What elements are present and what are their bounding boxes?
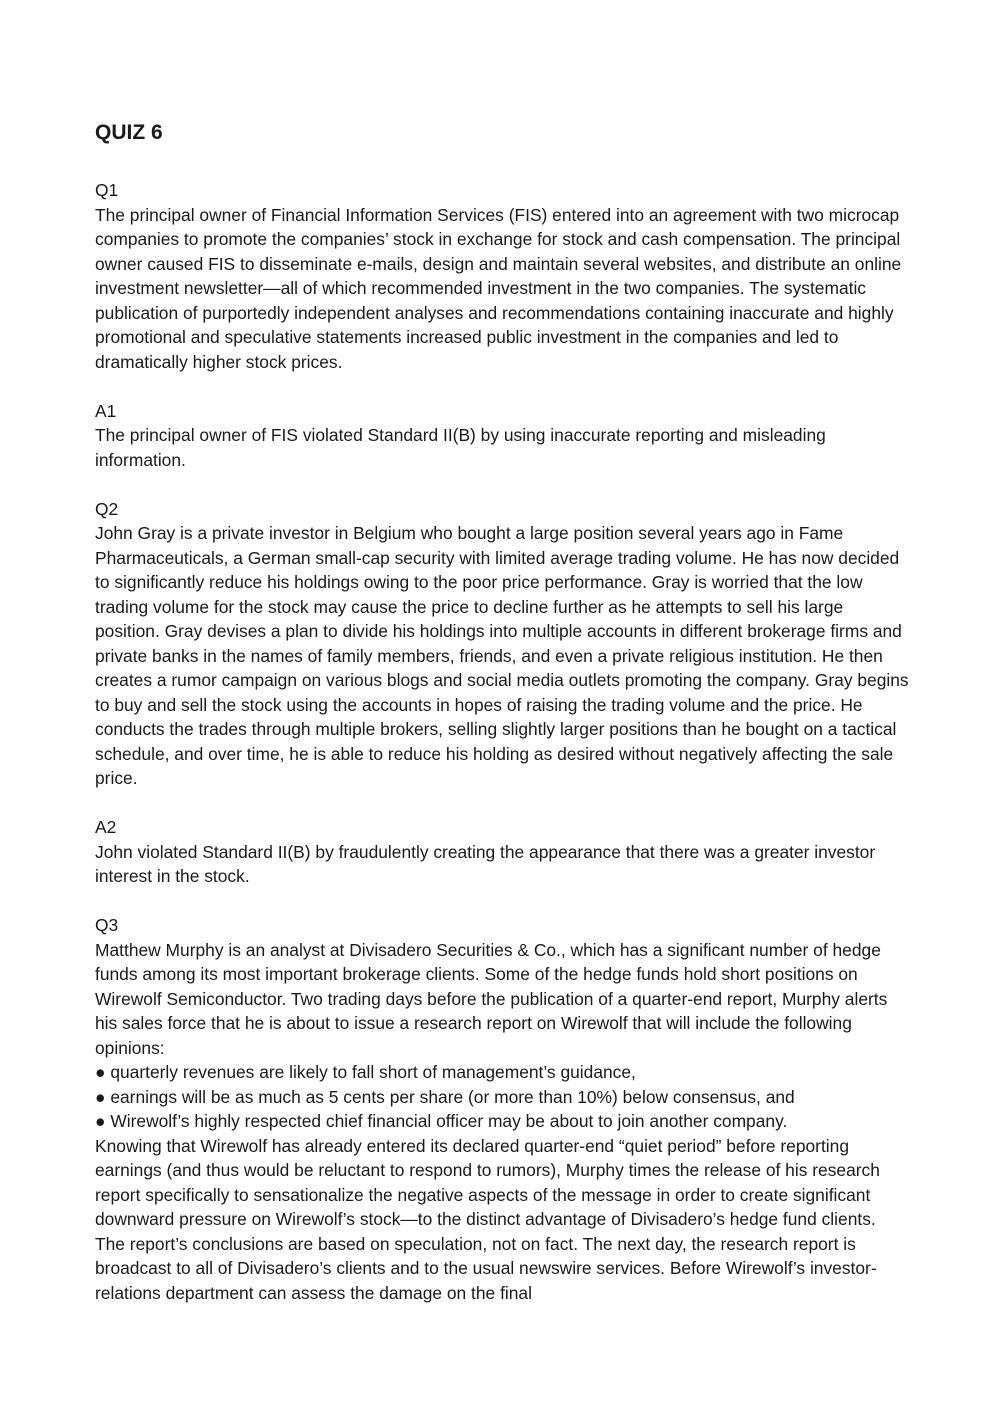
question-2 [95, 497, 910, 791]
question-label: Q3 [95, 915, 119, 935]
answer-1 [95, 399, 910, 473]
bullet-item: ● quarterly revenues are likely to fall short of management’s guidance, [95, 1062, 636, 1082]
answer-text: The principal owner of FIS violated Standard II(B) by using inaccurate reporting and misleading information. [95, 425, 826, 470]
answer-text: John violated Standard II(B) by fraudulently creating the appearance that there was a greater investor interest in the stock. [95, 841, 876, 886]
answer-2 [95, 815, 910, 889]
question-intro: Matthew Murphy is an analyst at Divisadero Securities & Co., which has a significant number of hedge funds among its most important brokerage clients. Some of the hedge funds hold short positions on Wirewolf Semiconductor. Two trading days before the publication of a quarter-end report, Murphy alerts his sales force that he is about to issue a research report on Wirewolf that will include the following opinions: [95, 939, 888, 1058]
question-label: Q2 [95, 498, 119, 519]
bullet-item: ● earnings will be as much as 5 cents per share (or more than 10%) below consensus, and [95, 1086, 795, 1107]
answer-label: A2 [95, 817, 117, 837]
answer-label: A1 [95, 400, 117, 421]
question-continuation: Knowing that Wirewolf has already entered its declared quarter-end “quiet period” before reporting earnings (and thus would be reluctant to respond to rumors), Murphy times the release of his research report specifically to sensationalize the negative aspects of the message in order to create significant downward pressure on Wirewolf’s stock—to the distinct advantage of Divisadero’s hedge fund clients. The report’s conclusions are based on speculation, not on fact. The next day, the research report is broadcast to all of Divisadero’s clients and to the usual newswire services. Before Wirewolf’s investor-relations department can assess the damage on the final [95, 1135, 880, 1303]
question-text: John Gray is a private investor in Belgium who bought a large position several years ago in Fame Pharmaceuticals, a German small-cap security with limited average trading volume. He has now decided to significantly reduce his holdings owing to the poor price performance. Gray is worried that the low trading volume for the stock may cause the price to decline further as he attempts to sell his large position. Gray devises a plan to divide his holdings into multiple accounts in different brokerage firms and private banks in the names of family members, friends, and even a private religious institution. He then creates a rumor campaign on various blogs and social media outlets promoting the company. Gray begins to buy and sell the stock using the accounts in hopes of raising the trading volume and the price. He conducts the trades through multiple brokers, selling slightly larger positions than he bought on a tactical schedule, and over time, he is able to reduce his holding as desired without negatively affecting the sale price. [95, 523, 909, 788]
bullet-item: ● Wirewolf’s highly respected chief financial officer may be about to join another company. [95, 1111, 788, 1131]
question-3 [95, 913, 910, 1305]
question-1 [95, 178, 910, 374]
question-text: The principal owner of Financial Information Services (FIS) entered into an agreement with two microcap companies to promote the companies’ stock in exchange for stock and cash compensation. The principal owner caused FIS to disseminate e-mails, design and maintain several websites, and distribute an online investment newsletter—all of which recommended investment in the two companies. The systematic publication of purportedly independent analyses and recommendations containing inaccurate and highly promotional and speculative statements increased public investment in the companies and led to dramatically higher stock prices. [95, 204, 902, 372]
question-label: Q1 [95, 180, 119, 200]
document-page [95, 118, 910, 1330]
page-title: QUIZ 6 [95, 121, 163, 144]
